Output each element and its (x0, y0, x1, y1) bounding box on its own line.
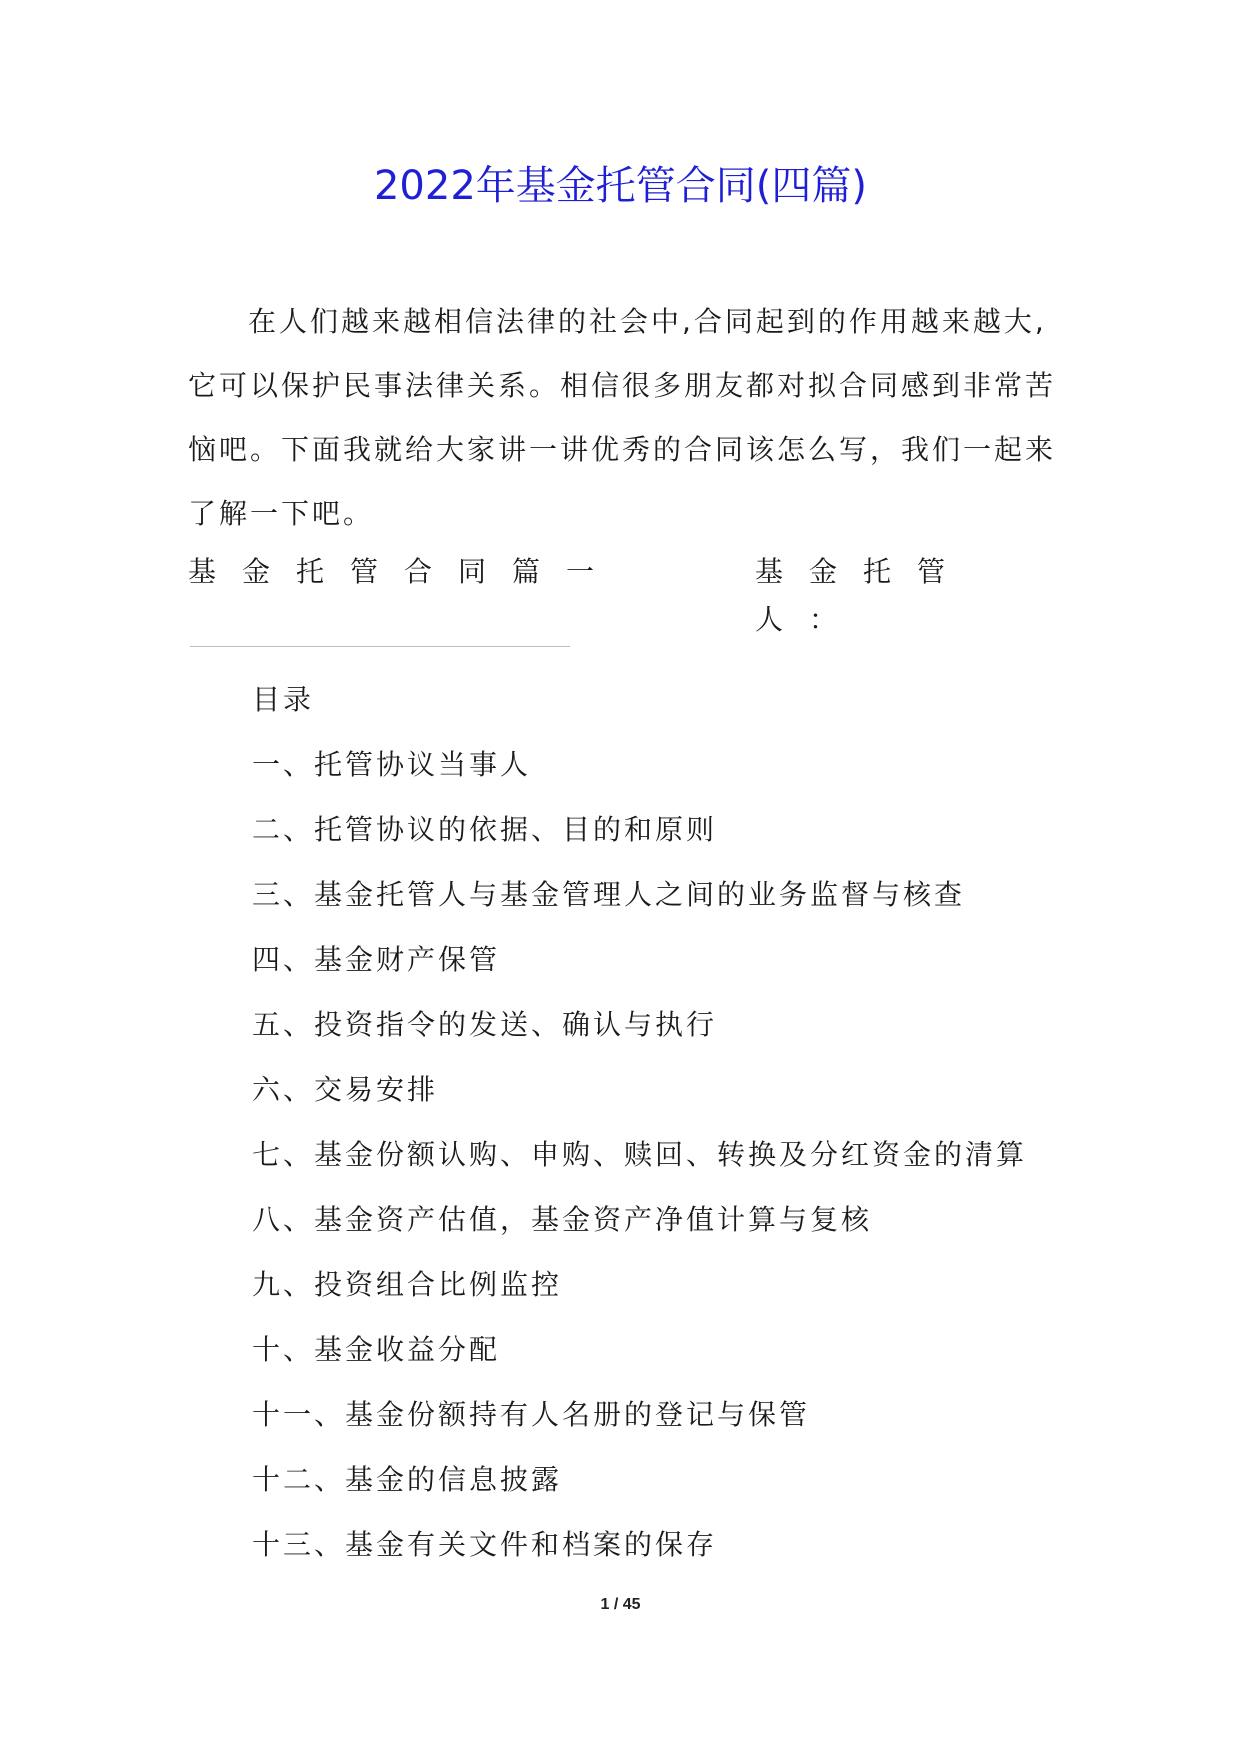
toc-item: 十、基金收益分配 (252, 1333, 501, 1366)
toc-item: 六、交易安排 (252, 1073, 439, 1106)
toc-item: 九、投资组合比例监控 (252, 1268, 563, 1301)
intro-line: 它可以保护民事法律关系。相信很多朋友都对拟合同感到非常苦 (188, 369, 1057, 402)
toc-item: 四、基金财产保管 (252, 943, 501, 976)
toc-list (252, 741, 1072, 1586)
intro-line: 了解一下吧。 (188, 497, 375, 530)
toc-title: 目录 (252, 683, 315, 716)
toc-item: 十三、基金有关文件和档案的保存 (252, 1528, 718, 1561)
intro-paragraph (188, 290, 1058, 546)
toc-item: 十一、基金份额持有人名册的登记与保管 (252, 1398, 811, 1431)
fill-in-blank-line (190, 646, 570, 647)
intro-line: 在人们越来越相信法律的社会中,合同起到的作用越来越大, (248, 305, 1047, 338)
toc-item: 五、投资指令的发送、确认与执行 (252, 1008, 718, 1041)
toc-item: 一、托管协议当事人 (252, 748, 532, 781)
page-number: 1 / 45 (600, 1596, 641, 1613)
intro-line: 恼吧。下面我就给大家讲一讲优秀的合同该怎么写，我们一起来 (188, 433, 1057, 466)
document-title: 2022年基金托管合同(四篇) (373, 163, 867, 209)
toc-item: 三、基金托管人与基金管理人之间的业务监督与核查 (252, 878, 966, 911)
toc-item: 十二、基金的信息披露 (252, 1463, 563, 1496)
section-heading: 基金托管合同篇一 (188, 555, 621, 588)
table-of-contents (252, 676, 1072, 1586)
toc-item: 七、基金份额认购、申购、赎回、转换及分红资金的清算 (252, 1138, 1028, 1171)
custodian-label: 基金托管人： (755, 555, 972, 636)
toc-item: 八、基金资产估值，基金资产净值计算与复核 (252, 1203, 873, 1236)
toc-item: 二、托管协议的依据、目的和原则 (252, 813, 718, 846)
section-heading-row (188, 548, 1058, 636)
